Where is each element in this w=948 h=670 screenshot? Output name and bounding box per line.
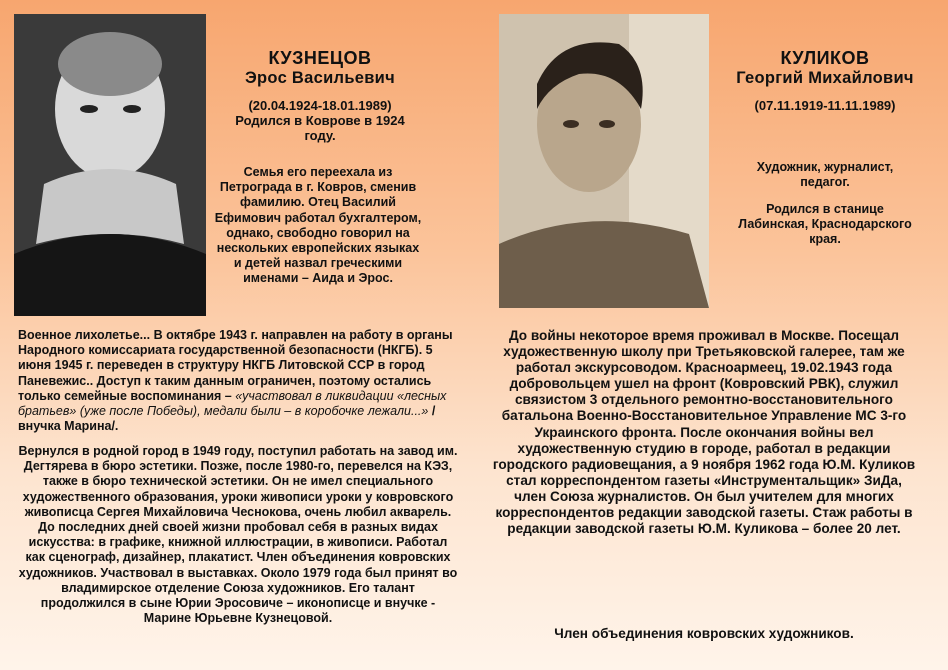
given-name-kuznetsov: Эрос Васильевич	[244, 69, 396, 87]
war-attribution: /внучка Марина/.	[18, 404, 436, 434]
portrait-kulikov	[499, 14, 709, 308]
portrait-kuznetsov	[14, 14, 206, 316]
biography-kulikov: До войны некоторое время проживал в Москве. Посещал художественную школу при Третьяковской галерее, там же работал экскурсоводом. Красноармеец, 19.02.1943 года добровольцем ушел на фронт (Ковровский РВК), служил связистом 3 отдельного ремонтно-восстановительного батальона Военно-Восстановительное Управление МС 3-го Украинского фронта. После окончания войны вел художественную студию в городе, работал в редакции городского радиовещания, а 9 ноября 1962 года Ю.М. Куликов стал корреспондентом газеты «Инструментальщик» ЗиДа, член Союза журналистов. Он был учителем для многих корреспондентов редакции заводской газеты. Стаж работы в редакции заводской газеты Ю.М. Куликова – более 20 лет.	[492, 328, 916, 537]
career-paragraph: Вернулся в родной город в 1949 году, поступил работать на завод им. Дегтярева в бюро эстетики. Позже, после 1980-го, перевелся на КЭЗ, также в бюро технической эстетики. Он не имел специального художественного образования, уроки живописи уроки у ковровского живописца Сергея Михайловича Чеснокова, очень любил акварель. До последних дней своей жизни пробовал себя в разных видах искусства: в графике, книжной иллюстрации, в живописи. Работал как сценограф, дизайнер, плакатист. Член объединения ковровских художников. Участвовал в выставках. Около 1979 года был принят во владимирское отделение Союза художников. Его талант продолжился в сыне Юрии Эросовиче – иконописце и внучке - Марине Юрьевне Кузнецовой.	[18, 444, 458, 626]
war-paragraph	[18, 328, 466, 434]
membership-kulikov: Член объединения ковровских художников.	[554, 626, 854, 641]
dates-block-kuznetsov	[222, 98, 418, 143]
family-text: Семья его переехала из Петрограда в г. Ковров, сменив фамилию. Отец Василий Ефимович работал бухгалтером, однако, свободно говорил на нескольких европейских языках и детей назвал греческими именами – Аида и Эрос.	[214, 165, 422, 286]
war-text: Военное лихолетье... В октябре 1943 г. направлен на работу в органы Народного комиссариата государственной безопасности (НКГБ). 5 июня 1945 г. переведен в структуру НКГБ Литовской ССР в город Паневежис.. Доступ к таким данным ограничен, поэтому остались только семейные воспоминания –	[18, 328, 453, 403]
given-name-kulikov: Георгий Михайлович	[736, 69, 914, 87]
birthplace-kulikov: Родился в станице Лабинская, Краснодарского края.	[738, 202, 912, 247]
life-dates-kulikov: (07.11.1919-11.11.1989)	[754, 98, 896, 113]
birthplace: Родился в Коврове в 1924 году.	[235, 113, 405, 143]
surname-kuznetsov: КУЗНЕЦОВ	[268, 48, 372, 68]
surname-kulikov: КУЛИКОВ	[780, 48, 870, 68]
war-quote: «участвовал в ликвидации «лесных братьев» (уже после Победы), медали были – в коробочке лежали...»	[18, 388, 447, 419]
profession-text: Художник, журналист, педагог.	[756, 160, 894, 190]
life-dates: (20.04.1924-18.01.1989)	[248, 98, 392, 113]
